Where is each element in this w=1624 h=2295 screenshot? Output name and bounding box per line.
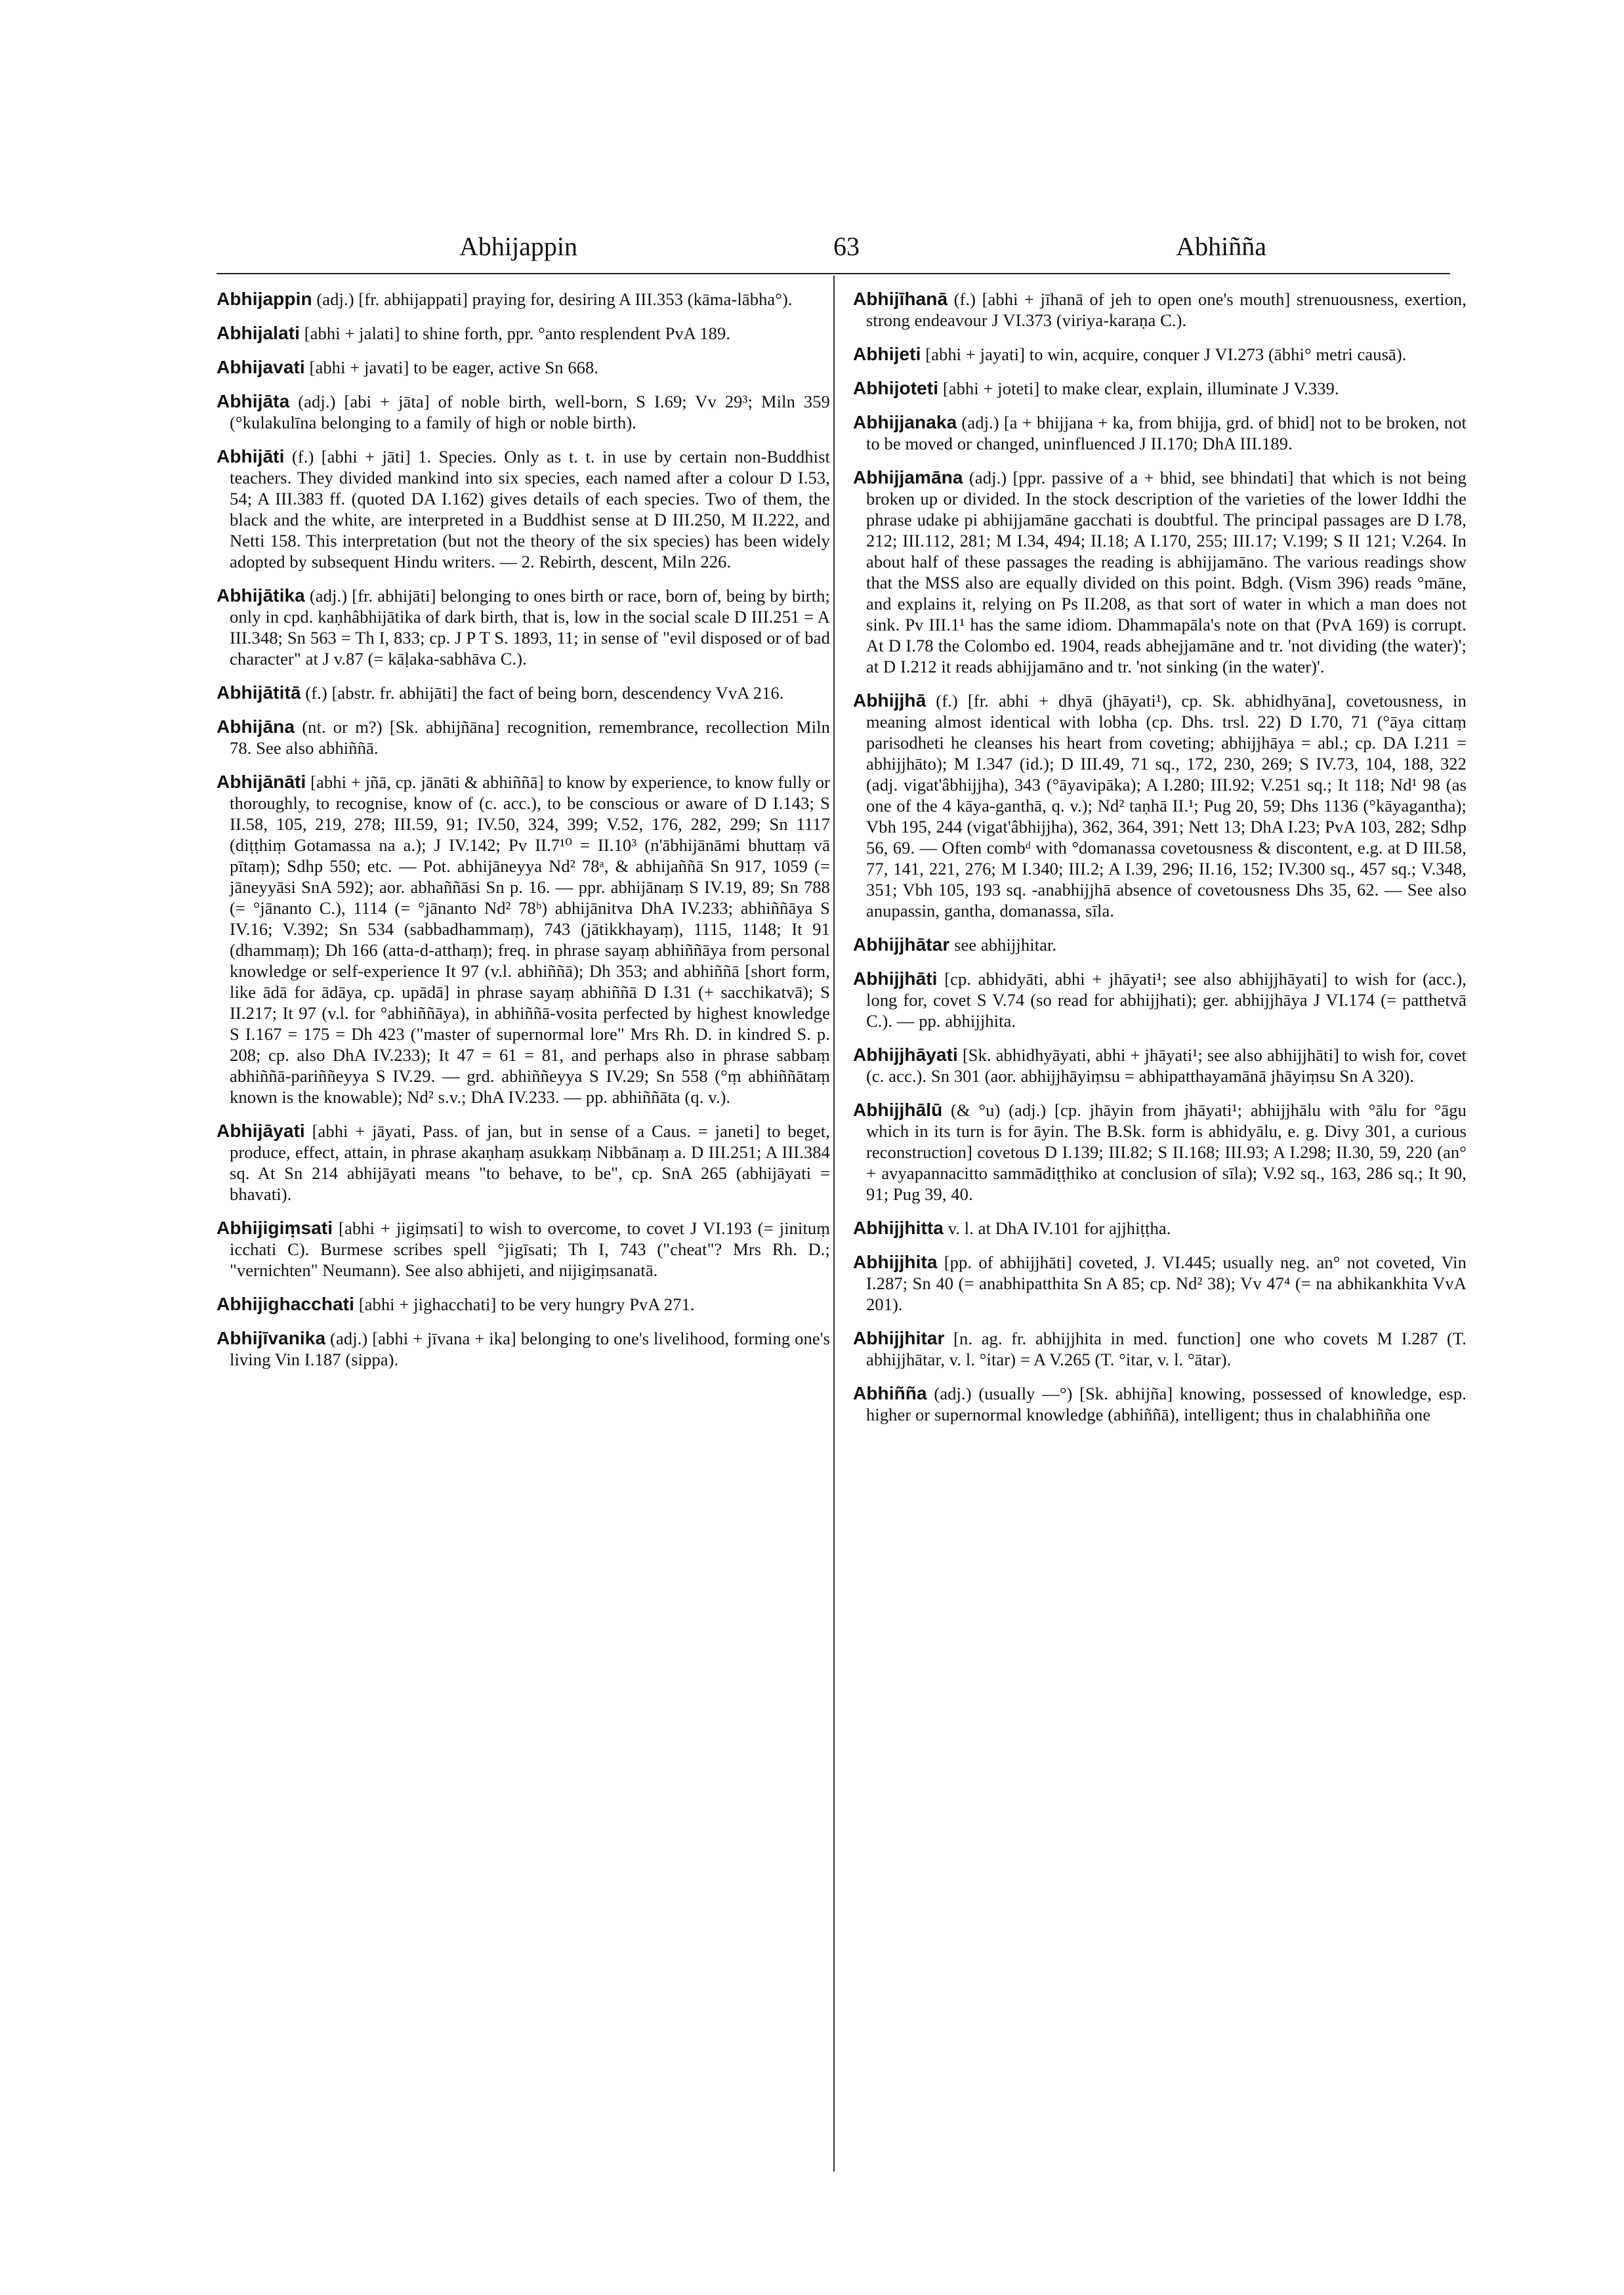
entry-headword: Abhijjhāyati (853, 1044, 958, 1065)
entry-headword: Abhijjhitta (853, 1218, 944, 1238)
running-head-right: Abhiñña (1176, 232, 1266, 261)
entry-headword: Abhijjhātar (853, 934, 950, 955)
entry-definition: [abhi + javati] to be eager, active Sn 668. (304, 358, 599, 377)
entry-headword: Abhijigiṃsati (217, 1218, 333, 1238)
entry-headword: Abhijāyati (217, 1121, 305, 1141)
dictionary-entry (853, 467, 1467, 677)
entry-headword: Abhijjhālū (853, 1100, 943, 1120)
entry-definition: (f.) [abhi + jāti] 1. Species. Only as t. t. in use by certain non-Buddhist teachers. They divided mankind into six species, each named after a colour D I.53, 54; A III.383 ff. (quoted DA I.162) gives details of each species. Two of them, the black and the white, are interpreted in a Buddhist sense at D III.250, M II.222, and Netti 158. This interpretation (but not the theory of the six species) has been widely adopted by subsequent Hindu writers. — 2. Rebirth, descent, Miln 226. (230, 447, 830, 571)
dictionary-entry (853, 344, 1467, 365)
right-column (853, 289, 1467, 1438)
running-head-left: Abhijappin (459, 232, 577, 261)
entry-headword: Abhijjhita (853, 1252, 938, 1272)
entry-headword: Abhijīhanā (853, 289, 948, 309)
entry-definition: [abhi + jalati] to shine forth, ppr. °anto resplendent PvA 189. (300, 323, 731, 343)
dictionary-entry (853, 1100, 1467, 1205)
dictionary-entry (853, 1328, 1467, 1370)
dictionary-entry (217, 446, 830, 572)
dictionary-entry (217, 1294, 830, 1315)
entry-headword: Abhijappin (217, 289, 312, 309)
dictionary-entry (853, 289, 1467, 331)
entry-definition: see abhijjhitar. (949, 935, 1057, 955)
dictionary-entry (217, 1328, 830, 1370)
entry-headword: Abhijjhā (853, 690, 927, 711)
entry-definition: (adj.) [ppr. passive of a + bhid, see bhindati] that which is not being broken up or divided. In the stock description of the varieties of the lower Iddhi the phrase udake pi abhijjamāne gacchati is doubtful. The principal passages are D I.78, 212; III.112, 281; M I.34, 494; II.18; A I.170, 255; III.17; V.199; S II 121; V.264. In about half of these passages the reading is abhijjamāno. The various readings show that the MSS also are equally divided on this point. Bdgh. (Vism 396) reads °māne, and explains it, relying on Ps II.208, as that sort of water in which a man does not sink. Pv III.1¹ has the same idiom. Dhammapāla's note on that (PvA 169) is corrupt. At D I.78 the Colombo ed. 1904, reads abhejjamāne and tr. 'not dividing (the water)'; at D I.212 it reads abhijjamāno and tr. 'not sinking (in the water)'. (866, 468, 1467, 676)
entry-definition: [cp. abhidyāti, abhi + jhāyati¹; see also abhijjhāyati] to wish for (acc.), long for, covet S V.74 (so read for abhijjhati); ger. abhijjhāya J VI.174 (= patthetvā C.). — pp. abhijjhita. (866, 969, 1467, 1031)
entry-headword: Abhijīvanika (217, 1328, 326, 1348)
entry-definition: (adj.) [a + bhijjana + ka, from bhijja, grd. of bhid] not to be broken, not to be moved or changed, uninfluenced J II.170; DhA III.189. (866, 413, 1467, 453)
entry-headword: Abhijjhitar (853, 1328, 945, 1348)
page-header (217, 231, 1450, 270)
entry-headword: Abhijjamāna (853, 467, 963, 487)
entry-headword: Abhijānāti (217, 772, 306, 792)
page-number: 63 (833, 232, 860, 261)
entry-headword: Abhijātitā (217, 682, 301, 703)
dictionary-entry (217, 289, 830, 310)
entry-headword: Abhijighacchati (217, 1294, 354, 1314)
dictionary-entry (217, 391, 830, 433)
dictionary-entry (853, 1218, 1467, 1239)
entry-definition: (f.) [fr. abhi + dhyā (jhāyati¹), cp. Sk. abhidhyāna], covetousness, in meaning almost identical with lobha (cp. Dhs. trsl. 22) D I.70, 71 (°āya cittaṃ parisodheti he cleanses his heart from coveting; abhijjhāya = abl.; cp. DA I.211 = abhijjhāto); M I.347 (id.); D III.49, 71 sq., 172, 230, 269; S IV.73, 104, 188, 322 (adj. vigat'âbhijjha), 343 (°āyavipāka); A I.280; III.92; V.251 sq.; It 118; Nd¹ 98 (as one of the 4 kāya-ganthā, q. v.); Nd² taṇhā II.¹; Pug 20, 59; Dhs 1136 (°kāyagantha); Vbh 195, 244 (vigat'âbhijjha), 362, 364, 391; Nett 13; DhA I.23; PvA 103, 282; Sdhp 56, 69. — Often combᵈ with °domanassa covetousness & discontent, e.g. at D III.58, 77, 141, 221, 276; M I.340; III.2; A I.39, 296; II.16, 152; IV.300 sq., 457 sq.; V.348, 351; Vbh 105, 193 sq. -anabhijjhā absence of covetousness Dhs 35, 62. — See also anupassin, gantha, domanassa, sīla. (866, 691, 1467, 920)
dictionary-entry (853, 1252, 1467, 1315)
entry-headword: Abhijāta (217, 391, 290, 411)
entry-headword: Abhijāna (217, 716, 295, 737)
entry-headword: Abhiñña (853, 1383, 927, 1403)
entry-definition: [Sk. abhidhyāyati, abhi + jhāyati¹; see also abhijjhāti] to wish for, covet (c. acc.). Sn 301 (aor. abhijjhāyiṃsu = abhipatthayamānā jhāyiṃsu Sn A 320). (866, 1045, 1467, 1086)
dictionary-entry (853, 412, 1467, 454)
dictionary-entry (853, 968, 1467, 1031)
dictionary-entry (853, 1044, 1467, 1086)
header-rule (217, 273, 1450, 274)
entry-headword: Abhijjanaka (853, 412, 957, 432)
entry-definition: [pp. of abhijjhāti] coveted, J. VI.445; usually neg. an° not coveted, Vin I.287; Sn 40 (= anabhipatthita Sn A 85; cp. Nd² 38); Vv 47⁴ (= na abhikankhita VvA 201). (866, 1252, 1467, 1314)
dictionary-entry (217, 1121, 830, 1205)
dictionary-entry (853, 378, 1467, 399)
entry-definition: [abhi + joteti] to make clear, explain, illuminate J V.339. (938, 379, 1339, 398)
entry-definition: [abhi + jigiṃsati] to wish to overcome, to covet J VI.193 (= jinituṃ icchati C). Burmese scribes spell °jigīsati; Th I, 743 ("cheat"? Mrs Rh. D.; "vernichten" Neumann). See also abhijeti, and nijigiṃsanatā. (230, 1218, 830, 1280)
entry-headword: Abhijavati (217, 357, 305, 377)
entry-definition: [abhi + jayati] to win, acquire, conquer J VI.273 (ābhi° metri causā). (921, 344, 1407, 364)
entry-headword: Abhijalati (217, 323, 301, 343)
entry-definition: (nt. or m?) [Sk. abhijñāna] recognition, remembrance, recollection Miln 78. See also abhiññā. (230, 717, 830, 758)
entry-definition: [abhi + jighacchati] to be very hungry PvA 271. (354, 1294, 695, 1314)
entry-headword: Abhijāti (217, 446, 285, 466)
dictionary-entry (217, 1218, 830, 1281)
dictionary-entry (853, 934, 1467, 955)
dictionary-entry (217, 357, 830, 378)
dictionary-entry (217, 682, 830, 703)
dictionary-entry (853, 1383, 1467, 1425)
entry-definition: [abhi + jñā, cp. jānāti & abhiññā] to know by experience, to know fully or thoroughly, to recognise, know of (c. acc.), to be conscious or aware of D I.143; S II.58, 105, 219, 278; III.59, 91; IV.50, 324, 399; V.52, 176, 282, 299; Sn 1117 (diṭṭhiṃ Gotamassa na a.); J IV.142; Pv II.7¹⁰ = II.10³ (n'ābhijānāmi bhuttaṃ vā pītaṃ); Sdhp 550; etc. — Pot. abhijāneyya Nd² 78ᵃ, & abhijaññā Sn 917, 1059 (= jāneyyāsi SnA 592); aor. abhaññāsi Sn p. 16. — ppr. abhijānaṃ S IV.19, 89; Sn 788 (= °jānanto C.), 1114 (= °jānanto Nd² 78ᵇ) abhijānitva DhA IV.233; abhiññāya S IV.16; V.392; Sn 534 (sabbadhammaṃ), 743 (jātikkhayaṃ), 1115, 1148; It 91 (dhammaṃ); Dh 166 (atta-d-atthaṃ); freq. in phrase sayaṃ abhiññāya from personal knowledge or self-experience It 97 (v.l. abhiññā); Dh 353; and abhiññā [short form, like ādā for ādāya, cp. upādā] in phrase sayaṃ abhiññā D I.31 (+ sacchikatvā); S II.217; It 97 (v.l. for °abhiññāya), in abhiññā-vosita perfected by highest knowledge S I.167 = 175 = Dh 423 ("master of supernormal lore" Mrs Rh. D. in kindred S. p. 208; cp. also DhA IV.233); It 47 = 61 = 81, and perhaps also in phrase sabbaṃ abhiññā-pariññeyya S IV.29. — grd. abhiññeyya S IV.29; Sn 558 (°ṃ abhiññātaṃ known is the knowable); Nd² s.v.; DhA IV.233. — pp. abhiññāta (q. v.). (230, 772, 830, 1107)
dictionary-entry (217, 716, 830, 758)
entry-headword: Abhijoteti (853, 378, 939, 398)
entry-definition: (adj.) [fr. abhijāti] belonging to ones birth or race, born of, being by birth; only in cpd. kaṇhâbhijātika of dark birth, that is, low in the social scale D III.251 = A III.348; Sn 563 = Th I, 833; cp. J P T S. 1893, 11; in sense of "evil disposed or of bad character" at J v.87 (= kāḷaka-sabhāva C.). (230, 586, 830, 669)
entry-definition: [abhi + jāyati, Pass. of jan, but in sense of a Caus. = janeti] to beget, produce, effect, attain, in phrase akaṇhaṃ asukkaṃ Nibbānaṃ a. D III.251; A III.384 sq. At Sn 214 abhijāyati means "to behave, to be", cp. SnA 265 (abhijāyati = bhavati). (230, 1121, 830, 1204)
entry-definition: (f.) [abhi + jīhanā of jeh to open one's mouth] strenuousness, exertion, strong endeavour J VI.373 (viriya-karaṇa C.). (866, 289, 1467, 330)
entry-definition: v. l. at DhA IV.101 for ajjhiṭṭha. (943, 1218, 1171, 1238)
entry-definition: (adj.) [abi + jāta] of noble birth, well-born, S I.69; Vv 29³; Miln 359 (°kulakulīna belonging to a family of high or noble birth). (230, 392, 830, 432)
entry-headword: Abhijeti (853, 344, 921, 364)
entry-headword: Abhijātika (217, 585, 305, 606)
entry-definition: (adj.) [fr. abhijappati] praying for, desiring A III.353 (kāma-lābha°). (312, 289, 793, 309)
entry-definition: (adj.) (usually —°) [Sk. abhijña] knowing, possessed of knowledge, esp. higher or supernormal knowledge (abhiññā), intelligent; thus in chalabhiñña one (866, 1384, 1467, 1424)
left-column (217, 289, 830, 1383)
dictionary-entry (853, 690, 1467, 921)
entry-definition: (& °u) (adj.) [cp. jhāyin from jhāyati¹; abhijjhālu with °ālu for °āgu which in its turn is for āyin. The B.Sk. form is abhidyālu, e. g. Divy 301, a curious reconstruction] covetous D I.139; III.82; S II.168; III.93; A I.298; II.30, 59, 220 (an° + avyapannacitto sammādiṭṭhiko at conclusion of sīla); V.92 sq., 163, 286 sq.; It 90, 91; Pug 39, 40. (866, 1100, 1467, 1204)
column-divider (833, 276, 835, 2172)
entry-definition: (f.) [abstr. fr. abhijāti] the fact of being born, descendency VvA 216. (301, 683, 784, 703)
dictionary-entry (217, 772, 830, 1107)
dictionary-entry (217, 585, 830, 669)
dictionary-entry (217, 323, 830, 344)
entry-headword: Abhijjhāti (853, 968, 938, 989)
entry-definition: [n. ag. fr. abhijjhita in med. function] one who covets M I.287 (T. abhijjhātar, v. l. °itar) = A V.265 (T. °itar, v. l. °ātar). (866, 1329, 1467, 1369)
entry-definition: (adj.) [abhi + jīvana + ika] belonging to one's livelihood, forming one's living Vin I.187 (sippa). (230, 1329, 830, 1369)
